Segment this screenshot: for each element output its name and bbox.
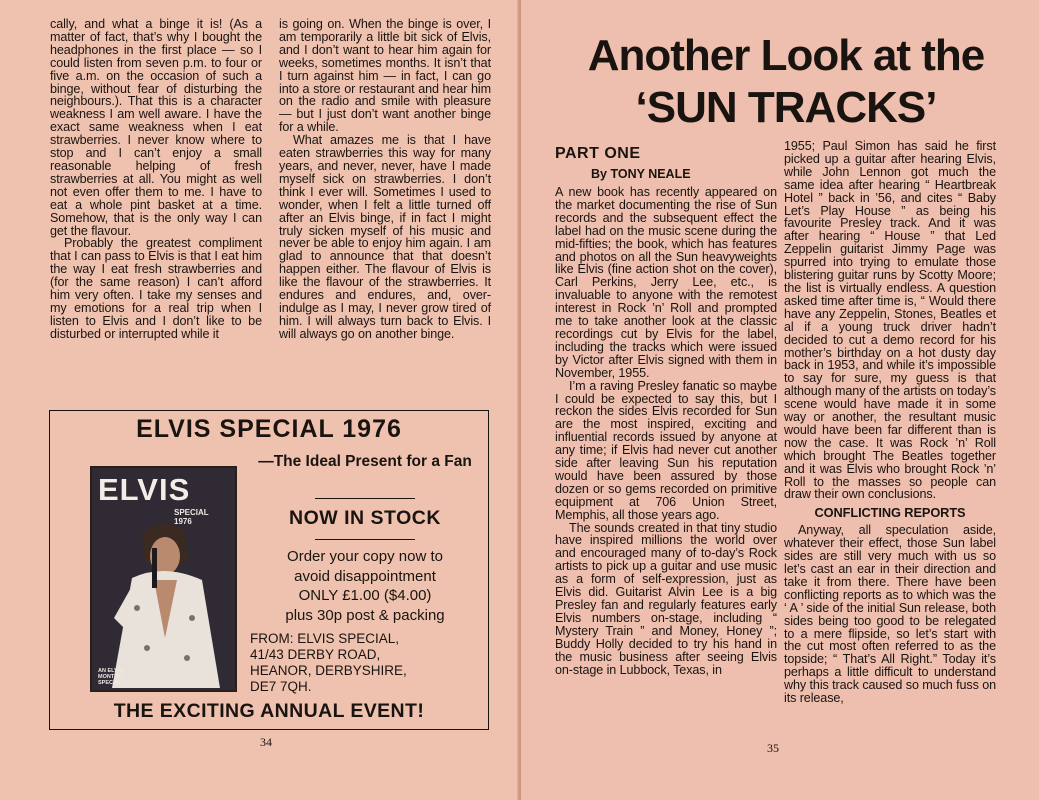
title-line: ‘SUN TRACKS’	[635, 83, 937, 132]
divider	[315, 498, 415, 499]
elvis-special-advert	[49, 410, 489, 730]
part-heading: PART ONE	[555, 145, 641, 162]
advert-title: ELVIS SPECIAL 1976	[136, 415, 402, 443]
order-line: avoid disappointment	[294, 567, 436, 585]
now-in-stock: NOW IN STOCK	[289, 507, 441, 529]
address-line: DE7 7QH.	[250, 679, 312, 694]
subheading: CONFLICTING REPORTS	[814, 505, 966, 521]
magazine-cover-image	[90, 466, 237, 692]
left-page	[0, 0, 519, 800]
cover-label: MONTHLY	[98, 674, 125, 680]
performer-illustration	[92, 468, 235, 690]
paragraph: The sounds created in that tiny studio have inspired millions the world over and encouraged many of to-day’s Rock artists to pick up a guitar and use music as a form of self-expression, just as Elvis did. Guitarist Alvin Lee is a big Presley fan and regularly features early Elvis numbers on-stage, including “ Mystery Train ” and Money, Honey ”; Buddy Holly decided to try his hand in the music business after seeing Elvis on-stage in Lubbock, Texas, in	[555, 520, 777, 677]
right-page	[521, 0, 1039, 800]
right-column-2	[784, 140, 996, 705]
cover-year: 1976	[174, 517, 192, 526]
right-column-1	[555, 186, 777, 676]
article-title	[551, 30, 1021, 134]
left-column-1	[50, 18, 262, 341]
address-line: FROM: ELVIS SPECIAL,	[250, 631, 400, 646]
byline: By TONY NEALE	[591, 167, 691, 181]
advert-footer: THE EXCITING ANNUAL EVENT!	[113, 700, 425, 722]
title-line: Another Look at the	[587, 31, 985, 80]
address-line: 41/43 DERBY ROAD,	[250, 647, 381, 662]
paragraph: 1955; Paul Simon has said he first picked up a guitar after hearing Elvis, while John Lennon got much the same idea after hearing “ Heartbreak Hotel ” back in ’56, and cites “ Baby Let’s Play House ” as being his favourite Presley track. And it was after hearing “ House ” that Led Zeppelin guitarist Jimmy Page was spurred into trying to emulate those blistering guitar runs by Scotty Moore; the list is virtually endless. A question asked time after time is, “ Would there have any Zeppelin, Stones, Beatles et al if a young truck driver hadn’t decided to cut a demo record for his mother’s birthday on a hot dusty day back in 1953, and while it’s impossible to say for sure, my guess is that although many of the artists on today’s scene would have made it in some way or another, the resultant music would have been far different than is now the case. It was Rock ’n’ Roll which brought The Beatles together and it was Elvis who brought Rock ’n’ Roll to the masses so people can draw their own conclusions.	[784, 139, 996, 502]
advert-tagline: —The Ideal Present for a Fan	[258, 453, 472, 470]
paragraph: A new book has recently appeared on the market documenting the rise of Sun records and the subsequent effect the label had on the music scene during the mid-fifties; the book, which has features and photos on all the Sun heavyweights like Elvis (fine action shot on the cover), Carl Perkins, Jerry Lee, etc., is invaluable to anyone with the remotest interest in Rock ’n’ Roll and prompted me to take another look at the classic recordings cut by Elvis for the label, including the tracks which were issued by Victor after Elvis signed with them in November, 1955.	[555, 185, 777, 380]
page-number: 34	[260, 735, 272, 749]
cover-corner-label	[98, 668, 125, 686]
postage: plus 30p post & packing	[285, 606, 445, 624]
paragraph: Anyway, all speculation aside, whatever their effect, those Sun label sides are still very much with us so let’s cast an ear in their direction and take it from there. There have been conflicting reports as to which was the ‘ A ’ side of the initial Sun release, both sides being too good to be relegated to a mere flipside, so let’s start with the cut most often referred to as the topside; “ That’s All Right.” Today it’s perhaps a little difficult to understand why this track caused so much fuss on its release,	[784, 523, 996, 706]
address-line: HEANOR, DERBYSHIRE,	[250, 663, 407, 678]
order-text	[240, 547, 490, 625]
page-number: 35	[767, 741, 779, 755]
order-address	[250, 631, 480, 695]
price: ONLY £1.00 ($4.00)	[298, 587, 432, 604]
divider	[315, 539, 415, 540]
cover-label: SPECIAL	[98, 680, 122, 686]
paragraph: I’m a raving Presley fanatic so maybe I could be expected to say this, but I reckon the sides Elvis recorded for Sun are the most inspired, exciting and influential records issued by anyone at any time; if Elvis had never cut another side after leaving Sun his reputation would have been assured by those dozen or so gems recorded on primitive equipment at 706 Union Street, Memphis, all those years ago.	[555, 378, 777, 522]
order-line: Order your copy now to	[287, 548, 443, 565]
cover-title: ELVIS	[98, 472, 191, 507]
paragraph: cally, and what a binge it is! (As a matter of fact, that’s why I bought the headphones in the first place — so I could listen from seven p.m. to four or five a.m. on the occasion of such a binge, without fear of disturbing the neighbours.). That this is a character weakness I am well aware. I have the exact same weakness when I eat strawberries. I never know where to stop and I can’t enjoy a small reasonable helping of fresh strawberries at all. You might as well not even offer them to me. I have to eat a whole pint basket at a time. Somehow, that is the only way I can get the flavour.	[50, 17, 262, 238]
paragraph: is going on. When the binge is over, I am temporarily a little bit sick of Elvis, and I don’t want to hear him again for weeks, sometimes months. It isn’t that I turn against him — in fact, I can go into a store or restaurant and hear him on the radio and smile with pleasure — but I just don’t want another binge for a while.	[279, 17, 491, 135]
left-column-2	[279, 18, 491, 341]
cover-special: SPECIAL	[174, 508, 209, 517]
paragraph: What amazes me is that I have eaten strawberries this way for many years, and never, never, have I made myself sick on strawberries. I don’t think I ever will. Sometimes I used to wonder, when I felt a little turned off after an Elvis binge, if in fact I might truly sicken myself of his music and never be able to enjoy him again. I am glad to announce that that doesn’t happen either. The flavour of Elvis is like the flavour of the strawberries. It endures and endures, and, over-indulge as I may, I never grow tired of him. I will always turn back to Elvis. I will always go on another binge.	[279, 133, 491, 341]
paragraph: Probably the greatest compliment that I can pass to Elvis is that I eat him the way I eat fresh strawberries and (for the same reason) I can’t afford him very often. I take my senses and my emotions for a real trip when I listen to Elvis and I don’t like to be disturbed or interrupted while it	[50, 236, 262, 341]
cover-label: AN ELVIS	[98, 668, 123, 674]
